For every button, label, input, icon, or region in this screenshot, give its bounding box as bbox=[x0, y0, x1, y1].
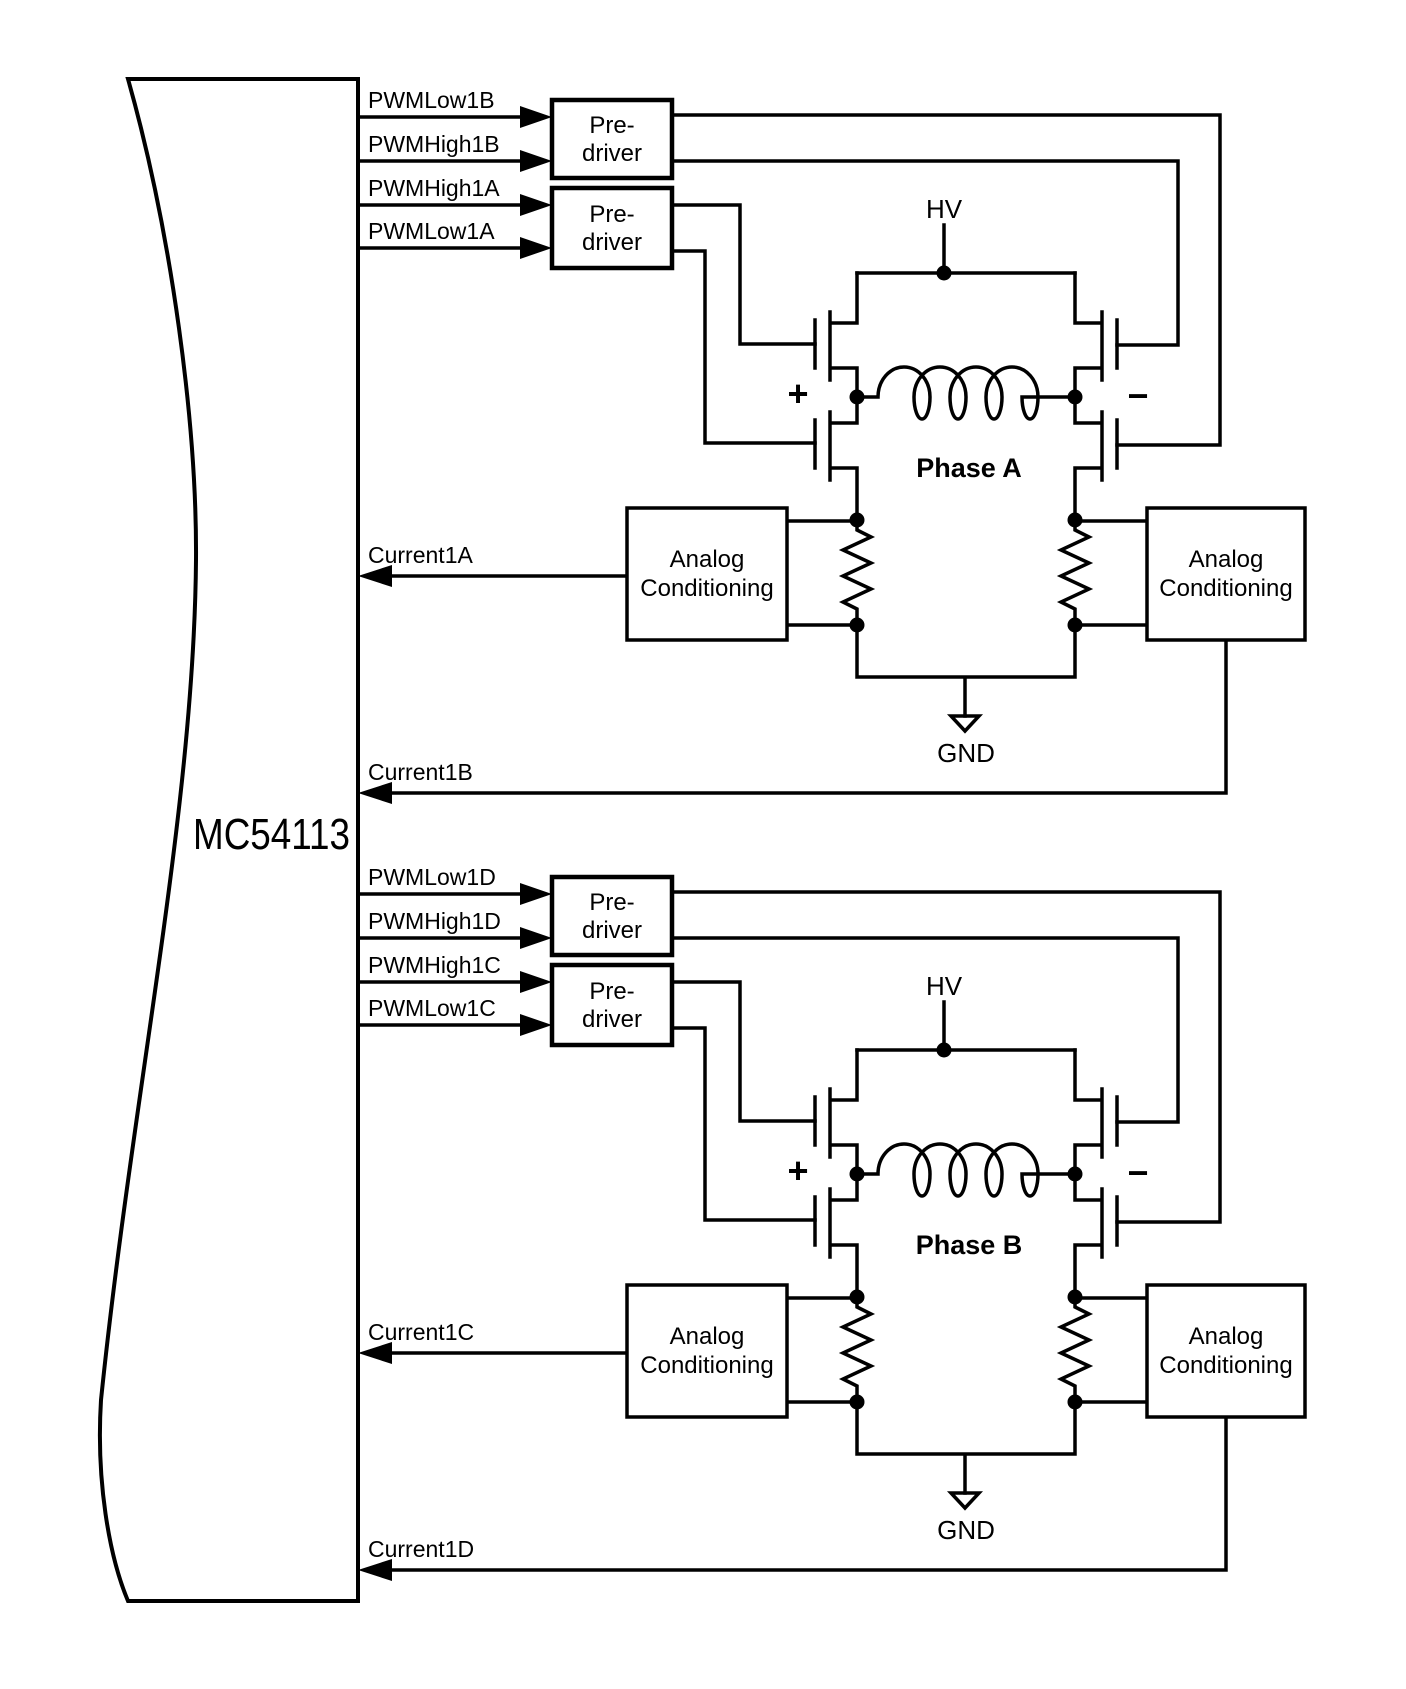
predriver1-label-line2: driver bbox=[581, 917, 643, 944]
predriver1-label-line1: Pre- bbox=[589, 889, 635, 916]
predriver2-label-line1: Pre- bbox=[589, 978, 635, 1005]
plus-terminal-label: + bbox=[787, 1150, 809, 1191]
pwm-label-2: PWMHigh1D bbox=[368, 908, 501, 934]
predriver2-label-line2: driver bbox=[581, 229, 643, 256]
pwm-label-3: PWMHigh1A bbox=[368, 175, 500, 201]
pwm-label-4: PWMLow1C bbox=[368, 995, 496, 1021]
analog-left-label-line2: Conditioning bbox=[640, 575, 774, 602]
gnd-label: GND bbox=[937, 738, 995, 768]
phase-a-section bbox=[358, 87, 1305, 804]
analog-right-label-line1: Analog bbox=[1188, 1323, 1264, 1350]
predriver1-label-line2: driver bbox=[581, 140, 643, 167]
current-label-1: Current1A bbox=[368, 542, 473, 568]
phase-b-section bbox=[358, 864, 1305, 1581]
plus-terminal-label: + bbox=[787, 373, 809, 414]
pwm-label-2: PWMHigh1B bbox=[368, 131, 500, 157]
predriver1-label-line1: Pre- bbox=[589, 112, 635, 139]
pwm-label-1: PWMLow1D bbox=[368, 864, 496, 890]
analog-right-label-line2: Conditioning bbox=[1159, 575, 1293, 602]
hv-label: HV bbox=[925, 194, 963, 224]
phase-b-graphics bbox=[358, 877, 1305, 1581]
pwm-label-4: PWMLow1A bbox=[368, 218, 495, 244]
predriver2-label-line1: Pre- bbox=[589, 201, 635, 228]
analog-left-label-line1: Analog bbox=[669, 1323, 745, 1350]
analog-left-label-line2: Conditioning bbox=[640, 1352, 774, 1379]
analog-right-label-line2: Conditioning bbox=[1159, 1352, 1293, 1379]
pwm-label-1: PWMLow1B bbox=[368, 87, 495, 113]
gnd-label: GND bbox=[937, 1515, 995, 1545]
predriver2-label-line2: driver bbox=[581, 1006, 643, 1033]
phase-label: Phase A bbox=[916, 453, 1022, 483]
pwm-label-3: PWMHigh1C bbox=[368, 952, 501, 978]
mcu-label: MC54113 bbox=[193, 810, 350, 859]
hv-label: HV bbox=[925, 971, 963, 1001]
phase-a-graphics bbox=[358, 100, 1305, 804]
minus-terminal-label: − bbox=[1127, 375, 1149, 416]
current-label-1: Current1C bbox=[368, 1319, 475, 1345]
analog-right-label-line1: Analog bbox=[1188, 546, 1264, 573]
phase-label: Phase B bbox=[915, 1230, 1023, 1260]
current-label-2: Current1B bbox=[368, 759, 473, 785]
minus-terminal-label: − bbox=[1127, 1152, 1149, 1193]
analog-left-label-line1: Analog bbox=[669, 546, 745, 573]
current-label-2: Current1D bbox=[368, 1536, 475, 1562]
